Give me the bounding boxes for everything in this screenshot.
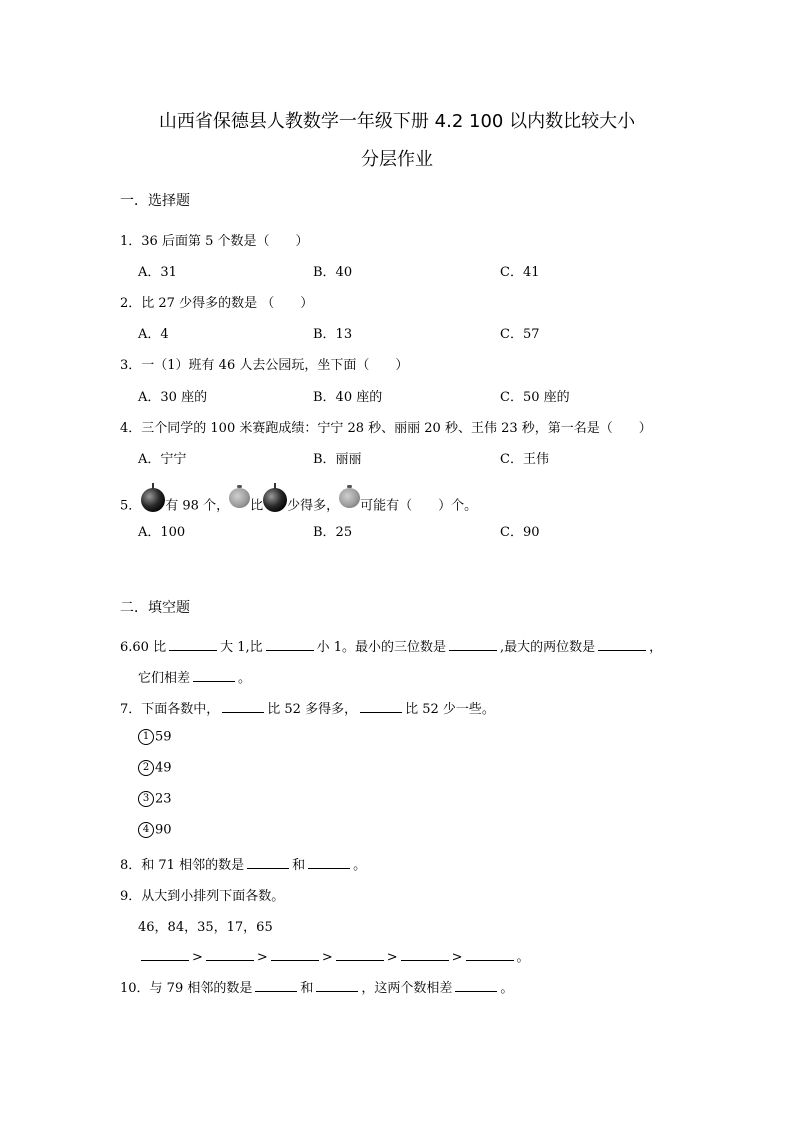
q10-blank-2[interactable] — [316, 979, 358, 992]
q9-blank-3[interactable] — [271, 948, 319, 961]
q3-option-a[interactable]: A．30 座的 — [138, 390, 208, 405]
orange-icon — [339, 488, 360, 508]
greater-than-sign: > — [321, 950, 333, 965]
q6-text-1: 6.60 比 — [120, 640, 167, 655]
q3-option-b[interactable]: B．40 座的 — [313, 390, 383, 405]
greater-than-sign: > — [192, 950, 203, 965]
q2-option-a[interactable]: A．4 — [138, 327, 169, 342]
q10-blank-1[interactable] — [255, 979, 297, 992]
q10-text-1: 10．与 79 相邻的数是 — [120, 981, 253, 996]
greater-than-sign: > — [386, 950, 398, 965]
greater-than-sign: > — [451, 950, 463, 965]
circled-number-4: 4 — [138, 822, 154, 838]
q9-blank-5[interactable] — [401, 948, 449, 961]
q6-blank-1[interactable] — [169, 638, 217, 651]
question-8 — [120, 854, 366, 873]
q2-option-b[interactable]: B．13 — [313, 327, 353, 342]
q6-text-6: 它们相差 — [138, 671, 191, 686]
question-7 — [120, 698, 495, 717]
q7-item-value: 90 — [155, 822, 172, 838]
greater-than-sign: > — [256, 950, 268, 965]
q7-item-4 — [138, 822, 172, 838]
q8-blank-1[interactable] — [247, 856, 289, 869]
q6-blank-2[interactable] — [266, 638, 314, 651]
question-2: 2．比 27 少得多的数是 （ ） — [120, 296, 314, 311]
apple-icon — [141, 488, 165, 512]
q4-option-c[interactable]: C．王伟 — [500, 452, 549, 467]
question-1: 1．36 后面第 5 个数是（ ） — [120, 234, 309, 249]
section-choice-heading: 一．选择题 — [120, 193, 190, 209]
question-6-cont — [138, 667, 251, 686]
q10-text-3: ，这两个数相差 — [361, 981, 453, 996]
q5-text-3: 少得多， — [287, 498, 340, 514]
q7-item-3 — [138, 791, 172, 807]
q1-option-c[interactable]: C．41 — [500, 265, 540, 280]
q8-text-2: 和 — [292, 858, 306, 873]
q7-item-value: 59 — [155, 729, 172, 745]
q5-option-b[interactable]: B．25 — [313, 525, 353, 540]
q9-blank-6[interactable] — [466, 948, 514, 961]
q8-blank-2[interactable] — [308, 856, 350, 869]
q5-option-a[interactable]: A．100 — [138, 525, 186, 540]
q2-option-c[interactable]: C．57 — [500, 327, 540, 342]
q6-blank-3[interactable] — [449, 638, 497, 651]
question-9: 9．从大到小排列下面各数。 — [120, 889, 285, 904]
circled-number-3: 3 — [138, 791, 154, 807]
q9-end: 。 — [516, 950, 530, 965]
q5-number: 5． — [120, 498, 142, 514]
question-3: 3．一（1）班有 46 人去公园玩，坐下面（ ） — [120, 358, 409, 373]
q6-blank-4[interactable] — [598, 638, 646, 651]
question-4: 4．三个同学的 100 米赛跑成绩：宁宁 28 秒、丽丽 20 秒、王伟 23 秒，第一名是（ ） — [120, 421, 652, 436]
q4-option-a[interactable]: A．宁宁 — [138, 452, 187, 467]
q7-item-value: 49 — [155, 760, 172, 776]
q6-text-2: 大 1,比 — [220, 640, 263, 655]
q6-text-4: ,最大的两位数是 — [500, 640, 596, 655]
q7-text-1: 7．下面各数中， — [120, 702, 220, 717]
q9-blank-4[interactable] — [336, 948, 384, 961]
q5-option-c[interactable]: C．90 — [500, 525, 540, 540]
question-10 — [120, 977, 513, 996]
title-line-1: 山西省保德县人教数学一年级下册 4.2 100 以内数比较大小 — [158, 111, 636, 132]
q7-item-1 — [138, 729, 172, 745]
q10-text-4: 。 — [500, 981, 514, 996]
question-5 — [120, 494, 477, 518]
q5-text-2: 比 — [250, 498, 264, 514]
q4-option-b[interactable]: B．丽丽 — [313, 452, 362, 467]
q7-blank-1[interactable] — [222, 700, 264, 713]
q10-blank-3[interactable] — [455, 979, 497, 992]
q6-text-7: 。 — [238, 671, 252, 686]
q8-text-1: 8．和 71 相邻的数是 — [120, 858, 245, 873]
q7-text-2: 比 52 多得多， — [267, 702, 358, 717]
q7-item-value: 23 — [155, 791, 172, 807]
title-line-2: 分层作业 — [361, 149, 433, 170]
q9-numbers: 46，84，35，17，65 — [138, 920, 273, 935]
q5-text-1: 有 98 个， — [165, 498, 230, 514]
q5-text-4: 可能有（ ）个。 — [360, 498, 478, 514]
q9-ordering — [138, 946, 530, 965]
section-fill-heading: 二．填空题 — [120, 600, 190, 616]
q7-item-2 — [138, 760, 172, 776]
question-6 — [120, 636, 662, 655]
q6-blank-5[interactable] — [193, 669, 235, 682]
q3-option-c[interactable]: C．50 座的 — [500, 390, 570, 405]
q1-option-b[interactable]: B．40 — [313, 265, 353, 280]
q7-blank-2[interactable] — [360, 700, 402, 713]
q10-text-2: 和 — [300, 981, 314, 996]
q9-blank-1[interactable] — [141, 948, 189, 961]
apple-icon — [263, 488, 287, 512]
orange-icon — [229, 488, 250, 508]
q6-text-3: 小 1。最小的三位数是 — [316, 640, 447, 655]
circled-number-1: 1 — [138, 729, 154, 745]
q8-text-3: 。 — [353, 858, 367, 873]
q9-blank-2[interactable] — [206, 948, 254, 961]
q7-text-3: 比 52 少一些。 — [405, 702, 495, 717]
circled-number-2: 2 — [138, 760, 154, 776]
q1-option-a[interactable]: A．31 — [138, 265, 177, 280]
q6-text-5: ， — [649, 640, 663, 655]
